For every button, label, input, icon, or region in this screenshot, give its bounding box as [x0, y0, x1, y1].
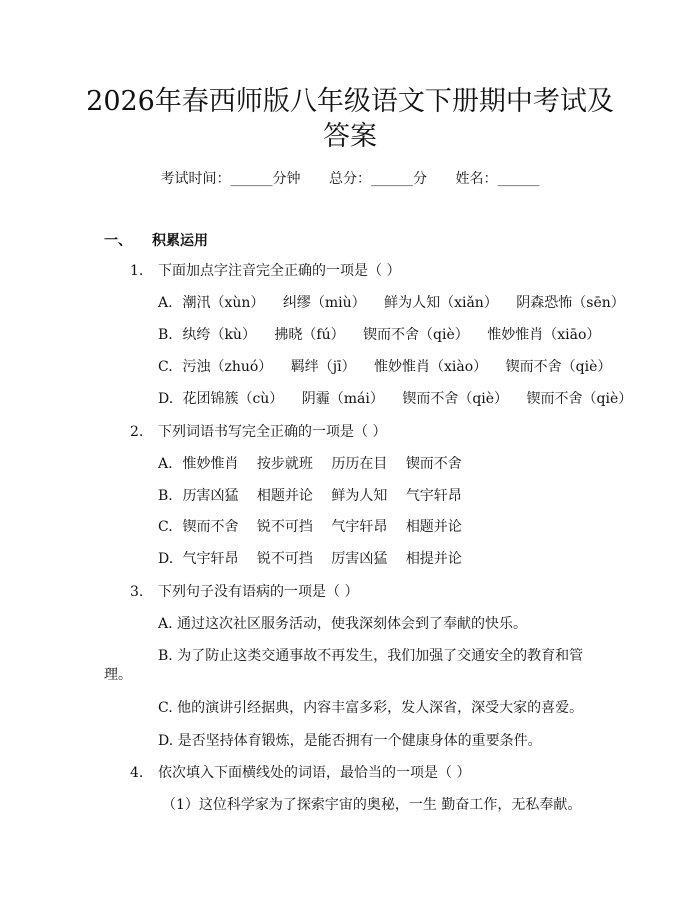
question-1 — [130, 260, 400, 280]
q2-option-b — [158, 485, 476, 505]
q1-option-b — [158, 324, 614, 344]
exam-time: 考试时间：______分钟 — [160, 171, 301, 187]
option-label: D. — [158, 551, 174, 567]
page-title-line-2: 答案 — [323, 121, 377, 152]
q2-option-a — [158, 453, 476, 473]
exam-meta — [0, 168, 700, 188]
question-text: 下面加点字注音完全正确的一项是（ ） — [158, 263, 401, 279]
question-number: 4. — [130, 765, 144, 781]
option-word: 锐不可挡 — [256, 551, 313, 567]
total-score: 总分：______分 — [329, 171, 427, 187]
q2-option-c — [158, 516, 476, 536]
question-text: 依次填入下面横线处的词语，最恰当的一项是（ ） — [158, 765, 471, 781]
option-label: C. — [158, 359, 173, 375]
option-word: 羁绊（jī） — [290, 359, 356, 375]
q3-option-d: D. 是否坚持体育锻炼，是能否拥有一个健康身体的重要条件。 — [158, 733, 542, 749]
option-word: 潮汛（xùn） — [182, 295, 265, 311]
question-number: 3. — [130, 584, 144, 600]
option-word: 气宇轩昂 — [182, 551, 239, 567]
option-word: 纠缪（miù） — [282, 295, 366, 311]
option-word: 锲而不舍 — [182, 519, 239, 535]
option-word: 锲而不舍（qiè） — [402, 391, 509, 407]
option-word: 厉害凶猛 — [331, 551, 388, 567]
student-name: 姓名：______ — [455, 171, 540, 187]
option-word: 历历在目 — [331, 456, 388, 472]
question-2 — [130, 421, 386, 441]
option-label: B. — [158, 488, 173, 504]
option-word: 锲而不舍 — [405, 456, 462, 472]
q3-option-b-continued: 理。 — [104, 667, 132, 683]
question-3 — [130, 581, 358, 601]
option-word: 锐不可挡 — [256, 519, 313, 535]
option-word: 花团锦簇（cù） — [182, 391, 284, 407]
option-word: 相提并论 — [405, 551, 462, 567]
option-word: 锲而不舍（qiè） — [526, 391, 633, 407]
q2-option-d — [158, 548, 476, 568]
option-word: 纨绔（kù） — [182, 327, 256, 343]
section-label: 积累运用 — [152, 233, 208, 249]
q1-option-a — [158, 292, 639, 312]
option-word: 气宇轩昂 — [405, 488, 462, 504]
option-word: 锲而不舍（qiè） — [505, 359, 612, 375]
q3-option-a: A. 通过这次社区服务活动，使我深刻体会到了奉献的快乐。 — [158, 616, 528, 632]
option-label: A. — [158, 456, 173, 472]
option-word: 拂晓（fú） — [274, 327, 345, 343]
question-text: 下列词语书写完全正确的一项是（ ） — [158, 424, 387, 440]
question-number: 1. — [130, 263, 144, 279]
option-word: 相题并论 — [405, 519, 462, 535]
question-text: 下列句子没有语病的一项是（ ） — [158, 584, 359, 600]
q1-option-c — [158, 356, 625, 376]
option-word: 阴霾（mái） — [301, 391, 384, 407]
option-label: D. — [158, 391, 174, 407]
option-word: 惟妙惟肖（xiāo） — [487, 327, 601, 343]
option-word: 按步就班 — [256, 456, 313, 472]
section-number: 一、 — [104, 233, 132, 249]
option-label: A. — [158, 295, 173, 311]
section-heading — [104, 230, 208, 250]
option-label: B. — [158, 327, 173, 343]
option-word: 历害凶猛 — [182, 488, 239, 504]
q1-option-d — [158, 388, 646, 408]
option-word: 相题并论 — [256, 488, 313, 504]
option-word: 气宇轩昂 — [331, 519, 388, 535]
option-label: C. — [158, 519, 173, 535]
question-number: 2. — [130, 424, 144, 440]
option-word: 阴森恐怖（sēn） — [516, 295, 625, 311]
option-word: 鲜为人知（xiǎn） — [384, 295, 498, 311]
q4-subquestion-1: （1）这位科学家为了探索宇宙的奥秘，一生 勤奋工作，无私奉献。 — [162, 797, 582, 813]
option-word: 鲜为人知 — [331, 488, 388, 504]
page-title-line-1: 2026年春西师版八年级语文下册期中考试及 — [86, 86, 614, 117]
option-word: 惟妙惟肖（xiào） — [374, 359, 488, 375]
q3-option-c: C. 他的演讲引经据典，内容丰富多彩，发人深省，深受大家的喜爱。 — [158, 700, 584, 716]
option-word: 惟妙惟肖 — [182, 456, 239, 472]
option-word: 污浊（zhuó） — [182, 359, 273, 375]
q3-option-b: B. 为了防止这类交通事故不再发生，我们加强了交通安全的教育和管 — [158, 648, 584, 664]
question-4 — [130, 762, 470, 782]
option-word: 锲而不舍（qiè） — [363, 327, 469, 343]
